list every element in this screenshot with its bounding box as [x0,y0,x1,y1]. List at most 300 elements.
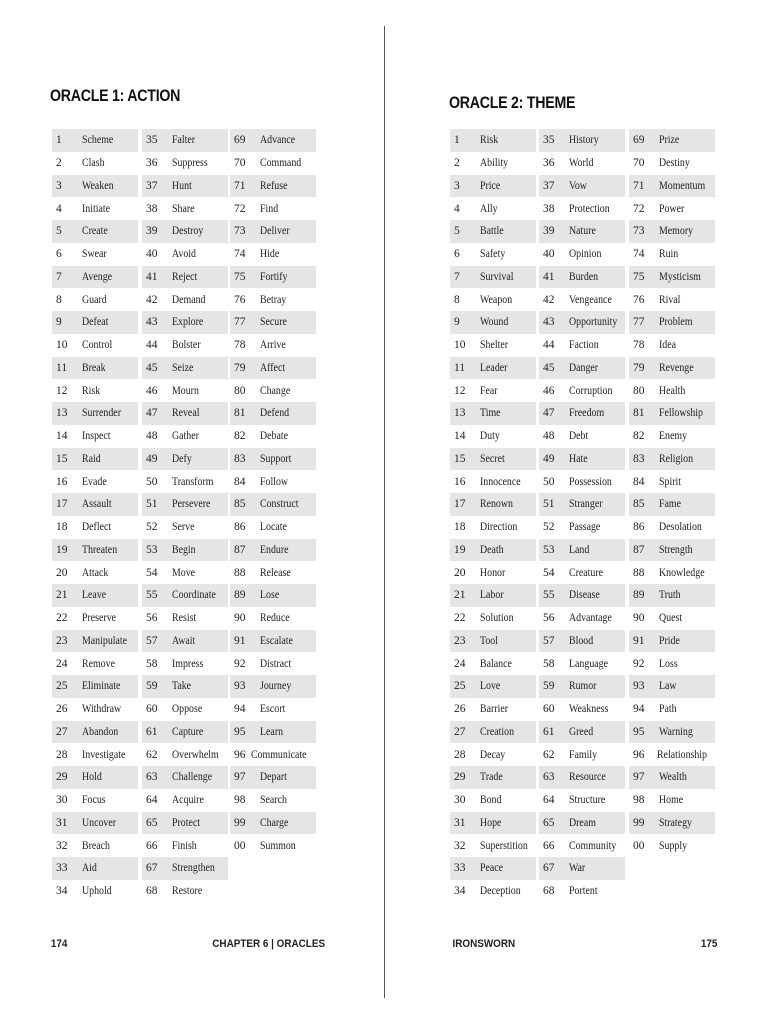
roll-number: 83 [633,452,645,465]
table-row [52,357,138,380]
roll-number: 23 [454,634,466,647]
oracle-word: Enemy [659,430,688,443]
roll-number: 7 [454,270,460,283]
roll-number: 7 [56,270,62,283]
roll-number: 65 [543,816,555,829]
table-row [142,425,228,448]
oracle-word: Focus [82,794,106,807]
roll-number: 64 [146,794,158,807]
roll-number: 66 [543,839,555,852]
roll-number: 3 [454,179,460,192]
roll-number: 52 [543,521,555,534]
oracle-word: Community [569,839,617,852]
roll-number: 90 [633,612,645,625]
roll-number: 43 [146,316,158,329]
table-row [539,129,625,152]
roll-number: 15 [454,452,466,465]
oracle-word: Acquire [172,794,204,807]
oracle-word: Deception [480,885,521,898]
oracle-word: Persevere [172,498,211,511]
roll-number: 73 [234,225,246,238]
oracle-word: Summon [260,839,296,852]
roll-number: 98 [633,794,645,807]
oracle-word: Serve [172,521,195,534]
oracle-word: Investigate [82,748,126,761]
roll-number: 93 [234,680,246,693]
table-row [142,561,228,584]
oracle-word: Avoid [172,248,196,261]
oracle-word: Escalate [260,634,293,647]
table-row [450,493,536,516]
oracle-word: Shelter [480,339,509,352]
oracle-word: Time [480,407,501,420]
oracle-word: Fear [480,384,498,397]
oracle-word: Greed [569,725,594,738]
roll-number: 76 [633,293,645,306]
roll-number: 27 [454,725,466,738]
oracle-word: Find [260,202,279,215]
roll-number: 12 [56,384,68,397]
roll-number: 55 [543,589,555,602]
table-row [450,152,536,175]
table-row [230,516,316,539]
oracle-word: Scheme [82,134,114,147]
table-row [629,539,715,562]
oracle-word: Move [172,566,196,579]
oracle-word: Direction [480,521,518,534]
roll-number: 1 [56,134,62,147]
oracle-word: Language [569,657,608,670]
roll-number: 28 [454,748,466,761]
table-row [142,357,228,380]
oracle-word: Uncover [82,816,117,829]
oracle-word: Hope [480,816,502,829]
table-row [142,220,228,243]
roll-number: 69 [234,134,246,147]
roll-number: 70 [633,157,645,170]
table-row [142,675,228,698]
table-row [142,379,228,402]
roll-number: 45 [543,361,555,374]
roll-number: 90 [234,612,246,625]
table-row [450,357,536,380]
roll-number: 92 [234,657,246,670]
oracle-word: Innocence [480,475,521,488]
oracle-word: Support [260,452,292,465]
roll-number: 10 [56,339,68,352]
roll-number: 49 [146,452,158,465]
roll-number: 67 [146,862,158,875]
roll-number: 10 [454,339,466,352]
table-row [230,357,316,380]
roll-number: 91 [633,634,645,647]
oracle-word: Evade [82,475,107,488]
roll-number: 89 [633,589,645,602]
roll-number: 68 [146,885,158,898]
table-row [539,357,625,380]
roll-number: 61 [146,725,158,738]
oracle-word: Creation [480,725,515,738]
oracle-word: Rival [659,293,681,306]
oracle-word: Defeat [82,316,109,329]
oracle-word: Fortify [260,270,288,283]
roll-number: 3 [56,179,62,192]
roll-number: 75 [633,270,645,283]
oracle-word: Reject [172,270,198,283]
table-row [230,630,316,653]
table-row [539,607,625,630]
roll-number: 59 [146,680,158,693]
roll-number: 8 [454,293,460,306]
oracle-word: Battle [480,225,504,238]
table-row [629,766,715,789]
roll-number: 95 [633,725,645,738]
table-row [539,743,625,766]
oracle-word: Eliminate [82,680,121,693]
oracle-word: Surrender [82,407,121,420]
roll-number: 66 [146,839,158,852]
oracle-word: Burden [569,270,599,283]
table-row [52,834,138,857]
oracle-word: Religion [659,452,694,465]
oracle-word: Solution [480,612,514,625]
table-row [230,379,316,402]
oracle-word: Construct [260,498,299,511]
table-row [450,175,536,198]
table-row [230,561,316,584]
table-row [142,402,228,425]
table-row [450,516,536,539]
table-row [230,698,316,721]
roll-number: 4 [454,202,460,215]
oracle-word: Hunt [172,179,192,192]
oracle-word: Endure [260,543,289,556]
table-row [629,584,715,607]
table-row [629,789,715,812]
roll-number: 89 [234,589,246,602]
table-row [230,812,316,835]
table-row [142,152,228,175]
roll-number: 39 [146,225,158,238]
oracle-word: Pride [659,634,680,647]
roll-number: 5 [454,225,460,238]
oracle-word: Affect [260,361,286,374]
table-row [142,288,228,311]
roll-number: 98 [234,794,246,807]
oracle-word: Seize [172,361,194,374]
oracle-word: Safety [480,248,506,261]
roll-number: 39 [543,225,555,238]
roll-number: 40 [146,248,158,261]
oracle-word: Change [260,384,291,397]
oracle-word: Lose [260,589,280,602]
roll-number: 50 [146,475,158,488]
oracle-word: Fame [659,498,681,511]
roll-number: 73 [633,225,645,238]
table-row [142,743,228,766]
roll-number: 40 [543,248,555,261]
roll-number: 2 [454,157,460,170]
roll-number: 5 [56,225,62,238]
roll-number: 69 [633,134,645,147]
table-row [142,652,228,675]
oracle-word: Weaken [82,179,114,192]
roll-number: 43 [543,316,555,329]
oracle-word: Inspect [82,430,111,443]
roll-number: 46 [543,384,555,397]
oracle-word: Charge [260,816,289,829]
table-row [142,448,228,471]
oracle-word: Opportunity [568,316,618,329]
oracle-word: Defend [260,407,290,420]
roll-number: 59 [543,680,555,693]
table-row [142,175,228,198]
roll-number: 14 [56,430,68,443]
table-row [539,539,625,562]
table-row [142,857,228,880]
oracle-theme-title: ORACLE 2: THEME [449,94,576,112]
oracle-word: Price [480,179,501,192]
table-row [52,334,138,357]
roll-number: 16 [56,475,68,488]
roll-number: 64 [543,794,555,807]
roll-number: 33 [56,862,68,875]
roll-number: 94 [633,703,645,716]
roll-number: 20 [454,566,466,579]
oracle-word: Peace [480,862,504,875]
roll-number: 38 [543,202,555,215]
roll-number: 26 [454,703,466,716]
roll-number: 92 [633,657,645,670]
roll-number: 53 [146,543,158,556]
oracle-word: Resource [569,771,606,784]
table-row [450,857,536,880]
table-row [52,402,138,425]
roll-number: 83 [234,452,246,465]
roll-number: 16 [454,475,466,488]
oracle-word: Creature [569,566,604,579]
oracle-word: Trade [480,771,503,784]
roll-number: 63 [146,771,158,784]
oracle-word: Path [659,703,677,716]
oracle-word: Locate [260,521,287,534]
roll-number: 00 [633,839,645,852]
table-row [539,311,625,334]
oracle-word: Defy [172,452,192,465]
table-row [52,812,138,835]
oracle-word: Prize [659,134,680,147]
roll-number: 6 [454,248,460,261]
table-row [629,493,715,516]
roll-number: 56 [543,612,555,625]
table-row [450,880,536,903]
roll-number: 57 [543,634,555,647]
oracle-word: Love [480,680,501,693]
table-row [629,698,715,721]
roll-number: 33 [454,862,466,875]
oracle-word: Stranger [569,498,603,511]
roll-number: 53 [543,543,555,556]
oracle-word: Hold [82,771,102,784]
oracle-word: Possession [569,475,612,488]
table-row [539,152,625,175]
table-row [450,379,536,402]
oracle-word: Share [172,202,195,215]
oracle-word: Debt [569,430,589,443]
table-row [52,561,138,584]
table-row [52,425,138,448]
roll-number: 00 [234,839,246,852]
oracle-word: Faction [569,339,599,352]
roll-number: 74 [633,248,645,261]
roll-number: 24 [56,657,68,670]
oracle-word: Challenge [172,771,213,784]
oracle-word: Gather [172,430,199,443]
table-row [142,698,228,721]
table-row [52,266,138,289]
book-title-footer: IRONSWORN [452,938,516,950]
oracle-action-title: ORACLE 1: ACTION [50,87,181,105]
roll-number: 61 [543,725,555,738]
table-row [450,448,536,471]
oracle-word: Opinion [569,248,602,261]
table-row [52,175,138,198]
table-row [230,675,316,698]
table-row [52,857,138,880]
roll-number: 81 [633,407,645,420]
roll-number: 57 [146,634,158,647]
table-row [52,630,138,653]
table-row [629,129,715,152]
roll-number: 12 [454,384,466,397]
table-row [52,129,138,152]
oracle-word: Remove [82,657,115,670]
oracle-word: Fellowship [659,407,703,420]
table-row [450,789,536,812]
table-row [52,698,138,721]
table-row [539,175,625,198]
roll-number: 30 [454,794,466,807]
table-row [629,834,715,857]
roll-number: 80 [234,384,246,397]
table-row [230,152,316,175]
oracle-word: Breach [82,839,111,852]
oracle-word: Take [172,680,192,693]
table-row [230,721,316,744]
table-row [142,243,228,266]
oracle-word: Weapon [480,293,513,306]
roll-number: 34 [454,885,466,898]
table-row [539,243,625,266]
roll-number: 22 [56,612,68,625]
table-row [52,220,138,243]
oracle-word: Portent [569,885,598,898]
oracle-word: Corruption [569,384,613,397]
theme-table-col-2 [539,129,625,903]
table-row [450,425,536,448]
roll-number: 47 [146,407,158,420]
table-row [539,288,625,311]
table-row [539,812,625,835]
table-row [52,743,138,766]
table-row [52,721,138,744]
table-row [450,630,536,653]
oracle-word: Spirit [659,475,681,488]
table-row [539,379,625,402]
table-row [450,584,536,607]
theme-table-col-1 [450,129,536,903]
roll-number: 79 [633,361,645,374]
oracle-word: Swear [82,248,107,261]
roll-number: 15 [56,452,68,465]
table-row [142,129,228,152]
left-page-number: 174 [50,938,68,950]
oracle-word: Threaten [82,543,118,556]
table-row [142,266,228,289]
table-row [450,220,536,243]
oracle-word: Deflect [82,521,112,534]
table-row [142,880,228,903]
roll-number: 62 [543,748,555,761]
roll-number: 4 [56,202,62,215]
table-row [52,379,138,402]
roll-number: 42 [543,293,555,306]
table-row [629,197,715,220]
oracle-word: Oppose [172,703,203,716]
roll-number: 27 [56,725,68,738]
roll-number: 60 [146,703,158,716]
roll-number: 88 [633,566,645,579]
roll-number: 72 [633,202,645,215]
oracle-word: Falter [172,134,196,147]
oracle-word: Begin [172,543,196,556]
roll-number: 17 [454,498,466,511]
action-table-col-1 [52,129,138,903]
roll-number: 56 [146,612,158,625]
oracle-word: Warning [659,725,693,738]
oracle-word: Break [82,361,106,374]
roll-number: 67 [543,862,555,875]
table-row [230,584,316,607]
oracle-word: Nature [569,225,596,238]
oracle-word: Bond [480,794,502,807]
table-row [450,743,536,766]
oracle-word: Truth [659,589,681,602]
roll-number: 94 [234,703,246,716]
roll-number: 29 [56,771,68,784]
table-row [450,402,536,425]
roll-number: 25 [454,680,466,693]
table-row [142,470,228,493]
table-row [450,311,536,334]
oracle-word: Quest [659,612,683,625]
roll-number: 71 [234,179,246,192]
roll-number: 93 [633,680,645,693]
oracle-word: Guard [82,293,107,306]
oracle-word: Wound [480,316,509,329]
roll-number: 81 [234,407,246,420]
table-row [629,448,715,471]
table-row [142,516,228,539]
roll-number: 32 [56,839,68,852]
table-row [450,288,536,311]
oracle-word: Survival [480,270,514,283]
table-row [629,743,715,766]
table-row [52,311,138,334]
table-row [142,539,228,562]
table-row [230,448,316,471]
table-row [52,539,138,562]
